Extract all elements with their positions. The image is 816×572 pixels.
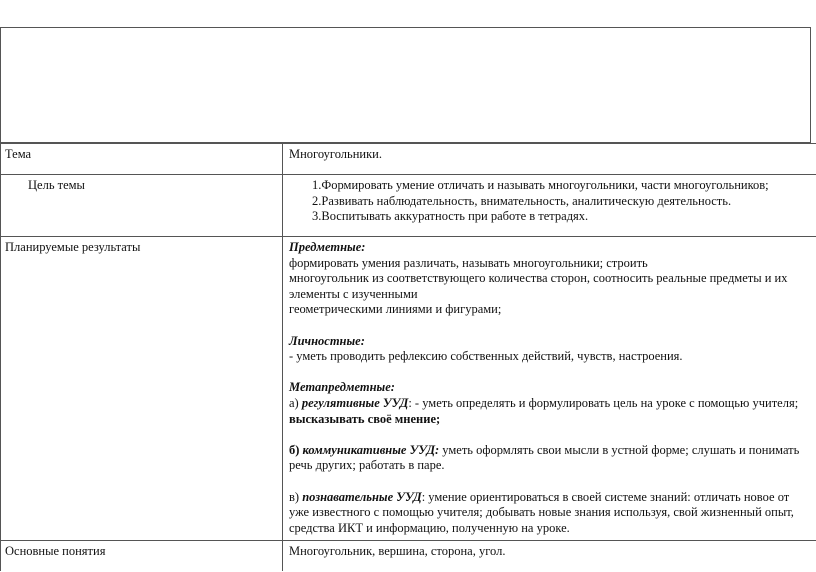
subject-heading: Предметные: (289, 240, 366, 254)
subject-line-4: геометрическими линиями и фигурами; (289, 302, 502, 317)
table-row-topic (0, 143, 816, 176)
cognitive-line-3: средства ИКТ и информацию, полученную на уроке. (289, 520, 570, 535)
cognitive-line-2: уже известного с помощью учителя; добывать новые знания используя, свой жизненный опыт, (289, 505, 794, 520)
concepts-label: Основные понятия (5, 544, 106, 558)
personal-heading: Личностные: (289, 333, 365, 348)
cognitive-prefix: в) (289, 489, 300, 504)
goal-item-1: 1.Формировать умение отличать и называть многоугольники, части многоугольников; (312, 178, 769, 192)
communicative-term: коммуникативные УУД: (302, 442, 440, 457)
regulative-line-2: высказывать своё мнение; (289, 411, 441, 426)
cognitive-line (289, 490, 816, 506)
results-content (289, 240, 816, 536)
results-label: Планируемые результаты (5, 240, 141, 254)
topic-label: Тема (5, 147, 32, 161)
goal-item-2: 2.Развивать наблюдательность, внимательность, аналитическую деятельность. (312, 193, 732, 208)
communicative-line (289, 443, 816, 459)
concepts-value: Многоугольник, вершина, сторона, угол. (289, 544, 506, 558)
meta-heading: Метапредметные: (289, 380, 395, 395)
regulative-term: регулятивные УУД (301, 395, 409, 410)
subject-line-3: элементы с изученными (289, 286, 418, 301)
regulative-prefix: а) (289, 395, 299, 410)
communicative-prefix: б) (289, 442, 300, 457)
table-row-concepts (0, 540, 816, 572)
goal-list (289, 178, 816, 225)
topic-value: Многоугольники. (289, 147, 382, 161)
table-row-results (0, 236, 816, 542)
cognitive-term: познавательные УУД (302, 489, 422, 504)
goal-label: Цель темы (28, 178, 85, 192)
regulative-line (289, 396, 816, 412)
cognitive-text: : умение ориентироваться в своей системе знаний: отличать новое от (421, 489, 790, 504)
communicative-text: уметь оформлять свои мысли в устной форме; слушать и понимать (439, 442, 800, 457)
goal-item-3: 3.Воспитывать аккуратность при работе в тетрадях. (312, 209, 589, 224)
table-row-goal (0, 174, 816, 237)
subject-line-2: многоугольник из соответствующего количества сторон, соотносить реальные предметы и их (289, 271, 788, 286)
communicative-line-2: речь других; работать в паре. (289, 458, 445, 473)
personal-line-1: - уметь проводить рефлексию собственных действий, чувств, настроения. (289, 349, 683, 364)
subject-line-1: формировать умения различать, называть многоугольники; строить (289, 255, 648, 270)
empty-header-box (0, 27, 811, 143)
regulative-text: : - уметь определять и формулировать цель на уроке с помощью учителя; (408, 395, 799, 410)
